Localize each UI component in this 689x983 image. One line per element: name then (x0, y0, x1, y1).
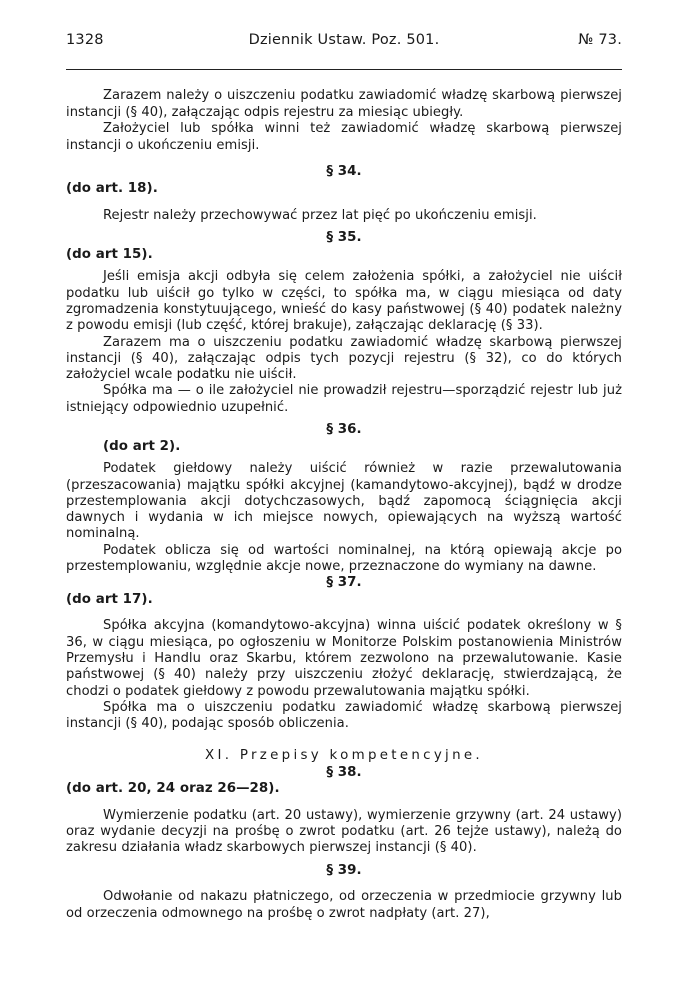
section-heading: § 37. (326, 575, 362, 591)
section-heading: § 38. (326, 764, 362, 780)
article-reference: (do art. 18). (66, 180, 158, 196)
page-header (66, 32, 622, 54)
section-heading: § 34. (326, 164, 362, 180)
paragraph: Podatek oblicza się od wartości nominalnej, na którą opiewają akcje po przestemplowaniu, względnie akcje nowe, przeznaczone do wymiany na dawne. (66, 542, 622, 574)
paragraph: Rejestr należy przechowywać przez lat pięć po ukończeniu emisji. (103, 207, 537, 223)
article-reference: (do art. 20, 24 oraz 26—28). (66, 781, 280, 797)
paragraph: Odwołanie od nakazu płatniczego, od orzeczenia w przedmiocie grzywny lub od orzeczenia odmownego na prośbę o zwrot nadpłaty (art. 27), (66, 889, 622, 921)
paragraph: Zarazem należy o uiszczeniu podatku zawiadomić władzę skarbową pierwszej instancji (§ 40), załączając odpis rejestru za miesiąc ubiegły. (66, 88, 622, 120)
paragraph: Założyciel lub spółka winni też zawiadomić władzę skarbową pierwszej instancji o ukończeniu emisji. (66, 121, 622, 153)
document-body (66, 88, 622, 922)
paragraph: Spółka ma o uiszczeniu podatku zawiadomić władzę skarbową pierwszej instancji (§ 40), podając sposób obliczenia. (66, 699, 622, 732)
paragraph: Zarazem ma o uiszczeniu podatku zawiadomić władzę skarbową pierwszej instancji (§ 40), załączając odpis tych pozycji rejestru (§ 32), co do których założyciel wcale podatku nie uiścił. (66, 334, 622, 383)
journal-title: Dziennik Ustaw. Poz. 501. (248, 32, 440, 48)
section-heading: § 36. (326, 422, 362, 438)
paragraph: Jeśli emisja akcji odbyła się celem założenia spółki, a założyciel nie uiścił podatku lub uiścił go tylko w części, to spółka ma, w ciągu miesiąca od daty zgromadzenia konstytuującego, wnieść do kasy państwowej (§ 40) podatek należny z powodu emisji (lub część, której brakuje), załączając deklarację (§ 33). (66, 269, 622, 334)
header-rule (66, 69, 622, 70)
issue-number: № 73. (578, 32, 622, 48)
paragraph: Podatek giełdowy należy uiścić również w razie przewalutowania (przeszacowania) majątku spółki akcyjnej (kamandytowo-akcyjnej), bądź w drodze przestemplowania akcji dotychczasowych, bądź zapomocą ściągnięcia akcji dawnych i wydania w ich miejsce nowych, opiewających na wyższą wartość nominalną. (66, 461, 622, 542)
paragraph: Wymierzenie podatku (art. 20 ustawy), wymierzenie grzywny (art. 24 ustawy) oraz wydanie decyzji na prośbę o zwrot podatku (art. 26 tejże ustawy), należą do zakresu działania władz skarbowych pierwszej instancji (§ 40). (66, 807, 622, 856)
article-reference: (do art 17). (66, 591, 153, 607)
chapter-heading: XI. Przepisy kompetencyjne. (205, 747, 483, 763)
article-reference: (do art 15). (66, 246, 153, 262)
paragraph: Spółka akcyjna (komandytowo-akcyjna) winna uiścić podatek określony w § 36, w ciągu miesiąca, po ogłoszeniu w Monitorze Polskim postanowienia Ministrów Przemysłu i Handlu oraz Skarbu, którem zezwolono na przewalutowanie. Kasie państwowej (§ 40) należy przy uiszczeniu złożyć deklarację, stwierdzającą, że chodzi o podatek giełdowy z powodu przewalutowania majątku spółki. (66, 618, 622, 699)
page-number: 1328 (66, 32, 104, 48)
section-heading: § 35. (326, 230, 362, 246)
paragraph: Spółka ma — o ile założyciel nie prowadził rejestru—sporządzić rejestr lub już istniejący odpowiednio uzupełnić. (66, 383, 622, 415)
section-heading: § 39. (326, 862, 362, 878)
article-reference: (do art 2). (103, 438, 181, 454)
